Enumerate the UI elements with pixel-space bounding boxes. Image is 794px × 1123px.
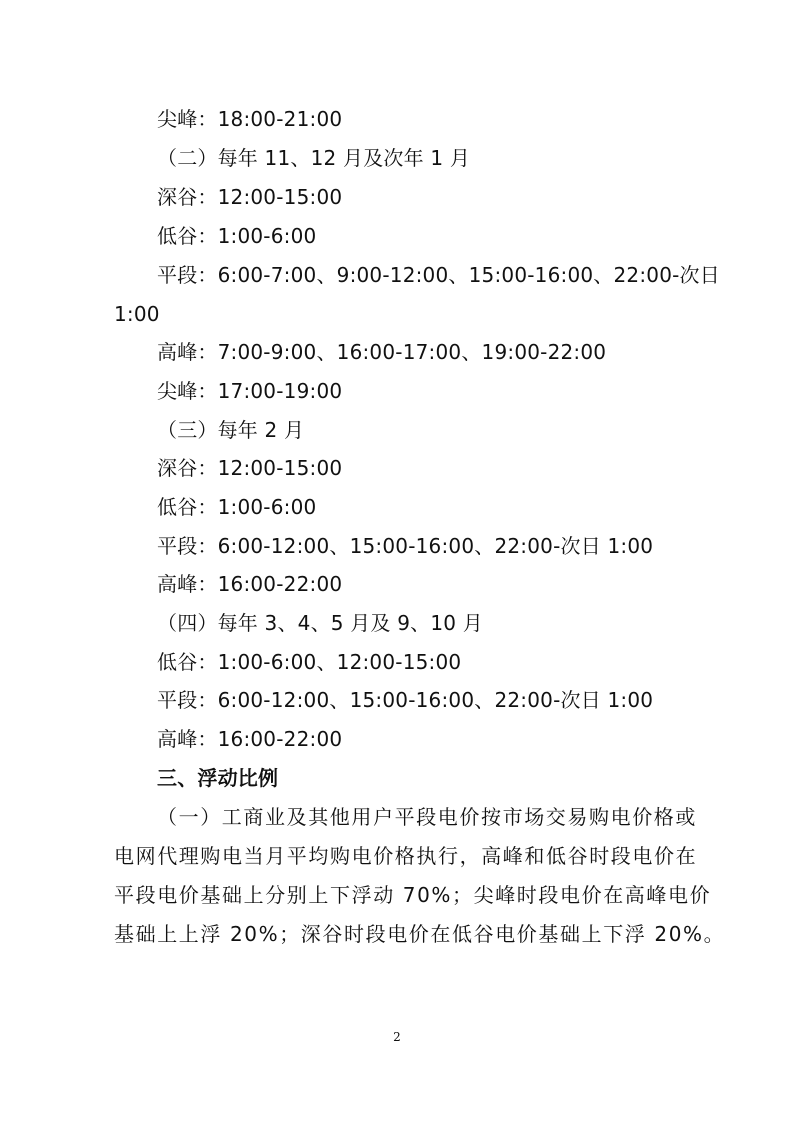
high-peak-line: 高峰：16:00-22:00 [157,572,343,596]
deep-valley-line: 深谷：12:00-15:00 [157,185,343,209]
deep-valley-line: 深谷：12:00-15:00 [157,456,343,480]
section-two-heading: （二）每年 11、12 月及次年 1 月 [157,146,471,170]
high-peak-line: 高峰：7:00-9:00、16:00-17:00、19:00-22:00 [157,340,607,364]
paragraph-line: 平段电价基础上分别上下浮动 70%；尖峰时段电价在高峰电价 [114,883,712,907]
high-peak-line: 高峰：16:00-22:00 [157,727,343,751]
flat-period-continuation: 1:00 [114,302,160,326]
paragraph-line: 电网代理购电当月平均购电价格执行，高峰和低谷时段电价在 [114,844,698,868]
page-number: 2 [393,1030,401,1044]
flat-period-line: 平段：6:00-12:00、15:00-16:00、22:00-次日 1:00 [157,534,654,558]
valley-line: 低谷：1:00-6:00、12:00-15:00 [157,650,462,674]
section-four-heading: （四）每年 3、4、5 月及 9、10 月 [157,611,483,635]
paragraph-line: （一）工商业及其他用户平段电价按市场交易购电价格或 [157,805,697,829]
paragraph-line: 基础上上浮 20%；深谷时段电价在低谷电价基础上下浮 20%。 [114,922,726,946]
valley-line: 低谷：1:00-6:00 [157,224,317,248]
peak-time-line: 尖峰：17:00-19:00 [157,379,343,403]
section-three-heading: （三）每年 2 月 [157,418,305,442]
floating-ratio-heading: 三、浮动比例 [157,766,279,790]
peak-time-line: 尖峰：18:00-21:00 [157,107,343,131]
flat-period-line: 平段：6:00-7:00、9:00-12:00、15:00-16:00、22:00-次日 [157,263,720,287]
flat-period-line: 平段：6:00-12:00、15:00-16:00、22:00-次日 1:00 [157,688,654,712]
valley-line: 低谷：1:00-6:00 [157,495,317,519]
